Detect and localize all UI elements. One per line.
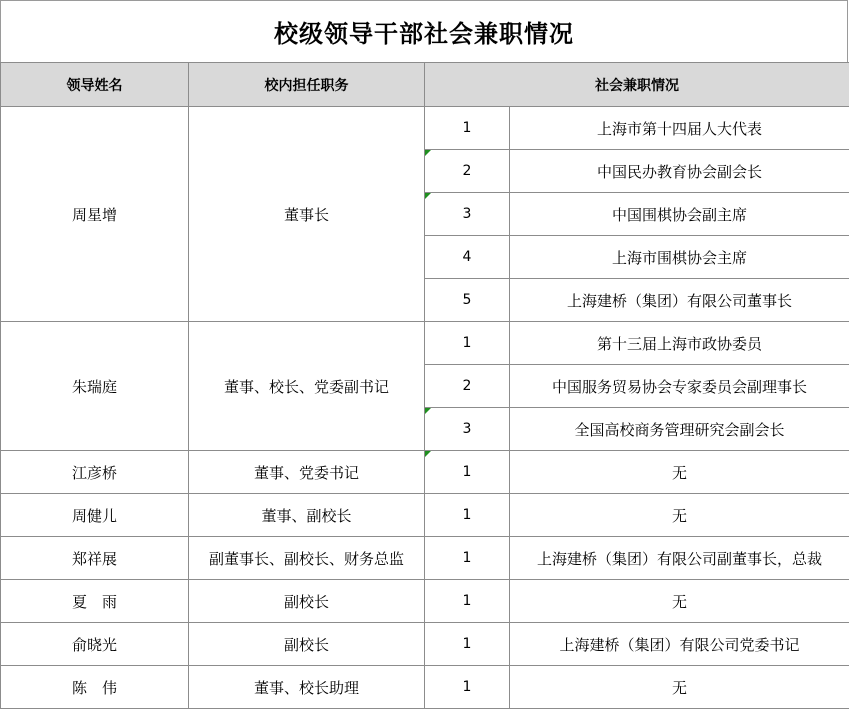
table-row — [1, 580, 849, 623]
job-number[interactable]: 1 — [425, 322, 510, 365]
job-number[interactable]: 1 — [425, 451, 510, 494]
leader-name[interactable]: 周健儿 — [1, 494, 189, 537]
job-text[interactable]: 无 — [510, 580, 849, 623]
job-number[interactable]: 3 — [425, 408, 510, 451]
table-row — [1, 666, 849, 709]
leader-position[interactable]: 副董事长、副校长、财务总监 — [189, 537, 425, 580]
job-text[interactable]: 中国围棋协会副主席 — [510, 193, 849, 236]
table-row — [1, 451, 849, 494]
leader-position[interactable]: 董事、副校长 — [189, 494, 425, 537]
leader-name[interactable]: 周星增 — [1, 107, 189, 322]
leader-name[interactable]: 俞晓光 — [1, 623, 189, 666]
job-number[interactable]: 2 — [425, 150, 510, 193]
job-text[interactable]: 中国民办教育协会副会长 — [510, 150, 849, 193]
table-row — [1, 494, 849, 537]
job-number[interactable]: 1 — [425, 580, 510, 623]
job-number[interactable]: 1 — [425, 537, 510, 580]
job-text[interactable]: 上海建桥（集团）有限公司副董事长，总裁 — [510, 537, 849, 580]
table-row — [1, 537, 849, 580]
job-number[interactable]: 1 — [425, 666, 510, 709]
header-row — [1, 63, 849, 107]
leader-name[interactable]: 夏 雨 — [1, 580, 189, 623]
leader-name[interactable]: 陈 伟 — [1, 666, 189, 709]
job-text[interactable]: 无 — [510, 666, 849, 709]
leader-position[interactable]: 董事、党委书记 — [189, 451, 425, 494]
header-social[interactable]: 社会兼职情况 — [425, 63, 849, 107]
job-text[interactable]: 上海建桥（集团）有限公司董事长 — [510, 279, 849, 322]
leader-position[interactable]: 董事长 — [189, 107, 425, 322]
table-row — [1, 322, 849, 365]
job-text[interactable]: 无 — [510, 494, 849, 537]
leader-name[interactable]: 江彦桥 — [1, 451, 189, 494]
job-text[interactable]: 全国高校商务管理研究会副会长 — [510, 408, 849, 451]
leader-name[interactable]: 郑祥展 — [1, 537, 189, 580]
job-number[interactable]: 1 — [425, 107, 510, 150]
job-number[interactable]: 3 — [425, 193, 510, 236]
job-text[interactable]: 上海市围棋协会主席 — [510, 236, 849, 279]
leader-position[interactable]: 副校长 — [189, 580, 425, 623]
job-number[interactable]: 1 — [425, 623, 510, 666]
job-text[interactable]: 上海建桥（集团）有限公司党委书记 — [510, 623, 849, 666]
job-text[interactable]: 无 — [510, 451, 849, 494]
leader-position[interactable]: 董事、校长、党委副书记 — [189, 322, 425, 451]
job-text[interactable]: 中国服务贸易协会专家委员会副理事长 — [510, 365, 849, 408]
job-text[interactable]: 第十三届上海市政协委员 — [510, 322, 849, 365]
table-row — [1, 623, 849, 666]
job-number[interactable]: 5 — [425, 279, 510, 322]
sheet-title: 校级领导干部社会兼职情况 — [0, 0, 848, 62]
job-number[interactable]: 2 — [425, 365, 510, 408]
leader-name[interactable]: 朱瑞庭 — [1, 322, 189, 451]
leader-position[interactable]: 副校长 — [189, 623, 425, 666]
leader-position[interactable]: 董事、校长助理 — [189, 666, 425, 709]
job-number[interactable]: 1 — [425, 494, 510, 537]
header-position[interactable]: 校内担任职务 — [189, 63, 425, 107]
leaders-table — [0, 62, 849, 709]
header-name[interactable]: 领导姓名 — [1, 63, 189, 107]
job-text[interactable]: 上海市第十四届人大代表 — [510, 107, 849, 150]
job-number[interactable]: 4 — [425, 236, 510, 279]
table-row — [1, 107, 849, 150]
